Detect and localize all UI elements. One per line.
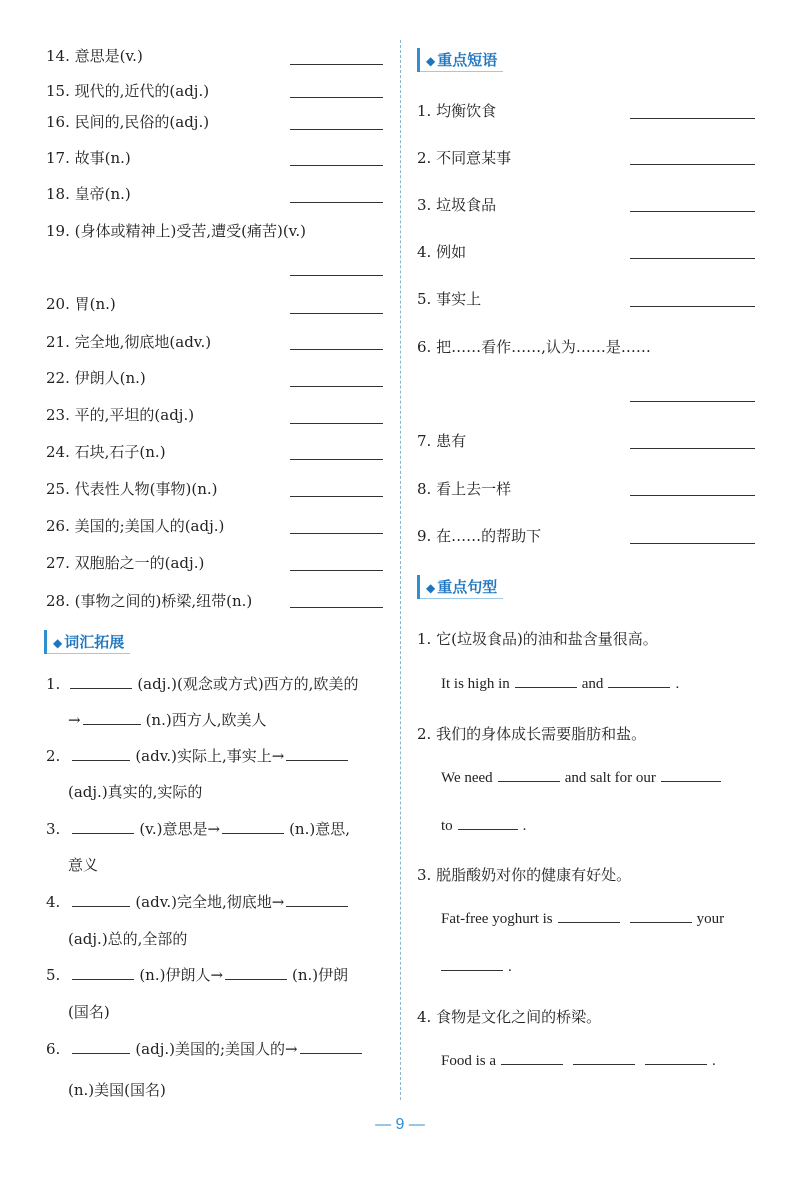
vocab-item-25: [46, 478, 217, 499]
vocab-item-27: [46, 552, 204, 573]
phrase-item-9: [417, 525, 541, 546]
item-text: 在……的帮助下: [436, 527, 542, 545]
answer-blank[interactable]: [290, 275, 383, 276]
answer-blank[interactable]: [501, 1063, 563, 1065]
ext-item-2-line2: [68, 781, 202, 802]
item-number: 3.: [417, 196, 432, 214]
vocab-item-28: [46, 590, 252, 611]
item-number: 16.: [46, 113, 70, 131]
item-number: 8.: [417, 480, 432, 498]
answer-blank[interactable]: [515, 686, 577, 688]
vocab-item-21: [46, 331, 211, 352]
sentence-chinese: 它(垃圾食品)的油和盐含量很高。: [436, 630, 658, 648]
section-header-sentences: [417, 575, 503, 599]
sentence-text: Food is a: [441, 1053, 497, 1069]
item-number: 6.: [46, 1040, 61, 1058]
diamond-icon: ◆: [426, 581, 436, 595]
answer-blank[interactable]: [290, 97, 383, 98]
answer-blank[interactable]: [558, 921, 620, 923]
item-text: (adv.)完全地,彻底地: [135, 893, 272, 911]
item-text: (adv.)实际上,事实上: [135, 747, 272, 765]
item-text: 意义: [68, 856, 99, 874]
item-number: 4.: [46, 893, 61, 911]
phrase-item-7: [417, 430, 466, 451]
item-number: 4.: [417, 243, 432, 261]
answer-blank[interactable]: [83, 723, 141, 725]
vocab-item-22: [46, 367, 146, 388]
answer-blank[interactable]: [630, 401, 755, 402]
sentence-text: It is high in: [441, 676, 510, 692]
diamond-icon: ◆: [53, 636, 63, 650]
ext-item-3-line2: [68, 854, 98, 875]
sentence-chinese: 我们的身体成长需要脂肪和盐。: [436, 725, 647, 743]
item-number: 2.: [46, 747, 61, 765]
answer-blank[interactable]: [630, 258, 755, 259]
answer-blank[interactable]: [286, 759, 348, 761]
item-text: 看上去一样: [436, 480, 512, 498]
answer-blank[interactable]: [498, 780, 560, 782]
arrow-icon: →: [271, 893, 285, 911]
section-title: 重点短语: [437, 51, 498, 69]
sentence-chinese: 食物是文化之间的桥梁。: [436, 1008, 602, 1026]
sentence-item-2: [417, 723, 646, 744]
item-text: 意思是(v.): [74, 47, 143, 65]
answer-blank[interactable]: [630, 164, 755, 165]
phrase-item-4: [417, 241, 466, 262]
item-number: 24.: [46, 443, 70, 461]
item-number: 6.: [417, 338, 432, 356]
answer-blank[interactable]: [290, 165, 383, 166]
ext-item-1: [46, 673, 358, 694]
answer-blank[interactable]: [225, 978, 287, 980]
item-number: 7.: [417, 432, 432, 450]
arrow-icon: →: [68, 711, 81, 729]
page-number: — 9 —: [375, 1116, 425, 1133]
vocab-item-19: [46, 220, 306, 241]
sentence-item-4: [417, 1006, 601, 1027]
item-text: 代表性人物(事物)(n.): [74, 480, 218, 498]
answer-blank[interactable]: [286, 905, 348, 907]
vocab-item-20: [46, 293, 116, 314]
item-number: 27.: [46, 554, 70, 572]
arrow-icon: →: [210, 966, 224, 984]
item-text: (n.)伊朗人: [139, 966, 211, 984]
item-text: 事实上: [436, 290, 482, 308]
item-number: 1.: [417, 102, 432, 120]
item-number: 3.: [417, 866, 432, 884]
phrase-item-1: [417, 100, 496, 121]
phrase-item-2: [417, 147, 511, 168]
item-text: 胃(n.): [74, 295, 116, 313]
sentence-text: to: [441, 818, 453, 834]
answer-blank[interactable]: [290, 202, 383, 203]
answer-blank[interactable]: [608, 686, 670, 688]
answer-blank[interactable]: [290, 129, 383, 130]
ext-item-2: [46, 745, 353, 766]
sentence-item-1: [417, 628, 658, 649]
item-number: 1.: [46, 675, 61, 693]
answer-blank[interactable]: [661, 780, 721, 782]
item-text: 石块,石子(n.): [74, 443, 166, 461]
answer-blank[interactable]: [290, 496, 383, 497]
item-text: (adj.)总的,全部的: [68, 930, 188, 948]
ext-item-1-line2: [68, 709, 266, 730]
item-number: 25.: [46, 480, 70, 498]
ext-item-6-line2: [68, 1079, 166, 1100]
answer-blank[interactable]: [70, 687, 132, 689]
item-text: (国名): [68, 1003, 110, 1021]
answer-blank[interactable]: [290, 386, 383, 387]
sentence-2-english: [441, 770, 726, 787]
item-number: 14.: [46, 47, 70, 65]
item-text: (v.)意思是: [139, 820, 208, 838]
sentence-3-english-line2: .: [441, 959, 512, 976]
section-title: 词汇拓展: [64, 633, 125, 651]
ext-item-4: [46, 891, 353, 912]
answer-blank[interactable]: [645, 1063, 707, 1065]
vocab-item-15: [46, 80, 209, 101]
answer-blank[interactable]: [290, 607, 383, 608]
item-text: 例如: [436, 243, 467, 261]
sentence-text: and salt for our: [564, 770, 656, 786]
item-number: 4.: [417, 1008, 432, 1026]
diamond-icon: ◆: [426, 54, 436, 68]
vocab-item-23: [46, 404, 194, 425]
arrow-icon: →: [207, 820, 221, 838]
item-text: (adj.)(观念或方式)西方的,欧美的: [137, 675, 359, 693]
ext-item-5: [46, 964, 348, 985]
item-number: 23.: [46, 406, 70, 424]
item-text: (adj.)美国的;美国人的: [135, 1040, 286, 1058]
answer-blank[interactable]: [290, 349, 383, 350]
sentence-3-english: [441, 911, 724, 928]
item-number: 20.: [46, 295, 70, 313]
item-text: 把……看作……,认为……是……: [436, 338, 651, 356]
sentence-text: and: [581, 676, 604, 692]
item-text: 平的,平坦的(adj.): [74, 406, 195, 424]
item-number: 22.: [46, 369, 70, 387]
sentence-text: We need: [441, 770, 493, 786]
sentence-item-3: [417, 864, 631, 885]
phrase-item-8: [417, 478, 511, 499]
item-number: 21.: [46, 333, 70, 351]
answer-blank[interactable]: [630, 495, 755, 496]
item-text: (n.)美国(国名): [68, 1081, 166, 1099]
answer-blank[interactable]: [458, 828, 518, 830]
item-text: (身体或精神上)受苦,遭受(痛苦)(v.): [74, 222, 306, 240]
answer-blank[interactable]: [72, 759, 130, 761]
item-text: 伊朗人(n.): [74, 369, 146, 387]
answer-blank[interactable]: [630, 118, 755, 119]
phrase-item-6: [417, 336, 651, 357]
vocab-item-16: [46, 111, 209, 132]
answer-blank[interactable]: [630, 211, 755, 212]
vocab-item-17: [46, 147, 131, 168]
section-header-vocab-ext: [44, 630, 130, 654]
vocab-item-14: [46, 45, 143, 66]
answer-blank[interactable]: [72, 905, 130, 907]
item-text: 完全地,彻底地(adv.): [74, 333, 212, 351]
answer-blank[interactable]: [630, 306, 755, 307]
sentence-2-english-line2: to .: [441, 818, 527, 834]
item-text: 垃圾食品: [436, 196, 497, 214]
answer-blank[interactable]: [630, 543, 755, 544]
item-number: 17.: [46, 149, 70, 167]
phrase-item-3: [417, 194, 496, 215]
answer-blank[interactable]: [290, 533, 383, 534]
vocab-item-18: [46, 183, 131, 204]
item-number: 15.: [46, 82, 70, 100]
answer-blank[interactable]: [290, 459, 383, 460]
column-divider: [400, 40, 401, 1100]
item-text: (adj.)真实的,实际的: [68, 783, 203, 801]
item-number: 2.: [417, 725, 432, 743]
vocab-item-24: [46, 441, 166, 462]
ext-item-5-line2: [68, 1001, 110, 1022]
ext-item-4-line2: [68, 928, 187, 949]
answer-blank[interactable]: [72, 978, 134, 980]
answer-blank[interactable]: [290, 64, 383, 65]
sentence-text: your: [696, 911, 725, 927]
item-text: 双胞胎之一的(adj.): [74, 554, 205, 572]
item-text: 不同意某事: [436, 149, 512, 167]
answer-blank[interactable]: [630, 921, 692, 923]
item-text: 民间的,民俗的(adj.): [74, 113, 210, 131]
answer-blank[interactable]: [290, 570, 383, 571]
item-text: 美国的;美国人的(adj.): [74, 517, 225, 535]
item-text: 皇帝(n.): [74, 185, 131, 203]
sentence-chinese: 脱脂酸奶对你的健康有好处。: [436, 866, 632, 884]
item-text: 患有: [436, 432, 467, 450]
item-number: 19.: [46, 222, 70, 240]
answer-blank[interactable]: [290, 313, 383, 314]
phrase-item-5: [417, 288, 481, 309]
item-number: 28.: [46, 592, 70, 610]
section-header-phrases: [417, 48, 503, 72]
item-text: (n.)西方人,欧美人: [145, 711, 267, 729]
item-number: 5.: [46, 966, 61, 984]
sentence-1-english: It is high in and .: [441, 676, 680, 692]
item-number: 9.: [417, 527, 432, 545]
item-number: 26.: [46, 517, 70, 535]
answer-blank[interactable]: [72, 1052, 130, 1054]
item-number: 5.: [417, 290, 432, 308]
item-number: 3.: [46, 820, 61, 838]
item-text: 故事(n.): [74, 149, 131, 167]
item-text: (n.)伊朗: [292, 966, 349, 984]
sentence-4-english: Food is a .: [441, 1053, 716, 1069]
item-number: 18.: [46, 185, 70, 203]
ext-item-6: [46, 1038, 367, 1059]
sentence-text: Fat-free yoghurt is: [441, 911, 553, 927]
answer-blank[interactable]: [630, 448, 755, 449]
vocab-item-26: [46, 515, 224, 536]
item-text: 均衡饮食: [436, 102, 497, 120]
answer-blank[interactable]: [290, 423, 383, 424]
item-number: 2.: [417, 149, 432, 167]
item-text: (n.)意思,: [289, 820, 350, 838]
item-text: (事物之间的)桥梁,纽带(n.): [74, 592, 253, 610]
ext-item-3: [46, 818, 350, 839]
answer-blank[interactable]: [222, 832, 284, 834]
answer-blank[interactable]: [72, 832, 134, 834]
answer-blank[interactable]: [441, 969, 503, 971]
arrow-icon: →: [271, 747, 285, 765]
item-text: 现代的,近代的(adj.): [74, 82, 210, 100]
item-number: 1.: [417, 630, 432, 648]
section-title: 重点句型: [437, 578, 498, 596]
answer-blank[interactable]: [573, 1063, 635, 1065]
answer-blank[interactable]: [300, 1052, 362, 1054]
arrow-icon: →: [285, 1040, 298, 1058]
